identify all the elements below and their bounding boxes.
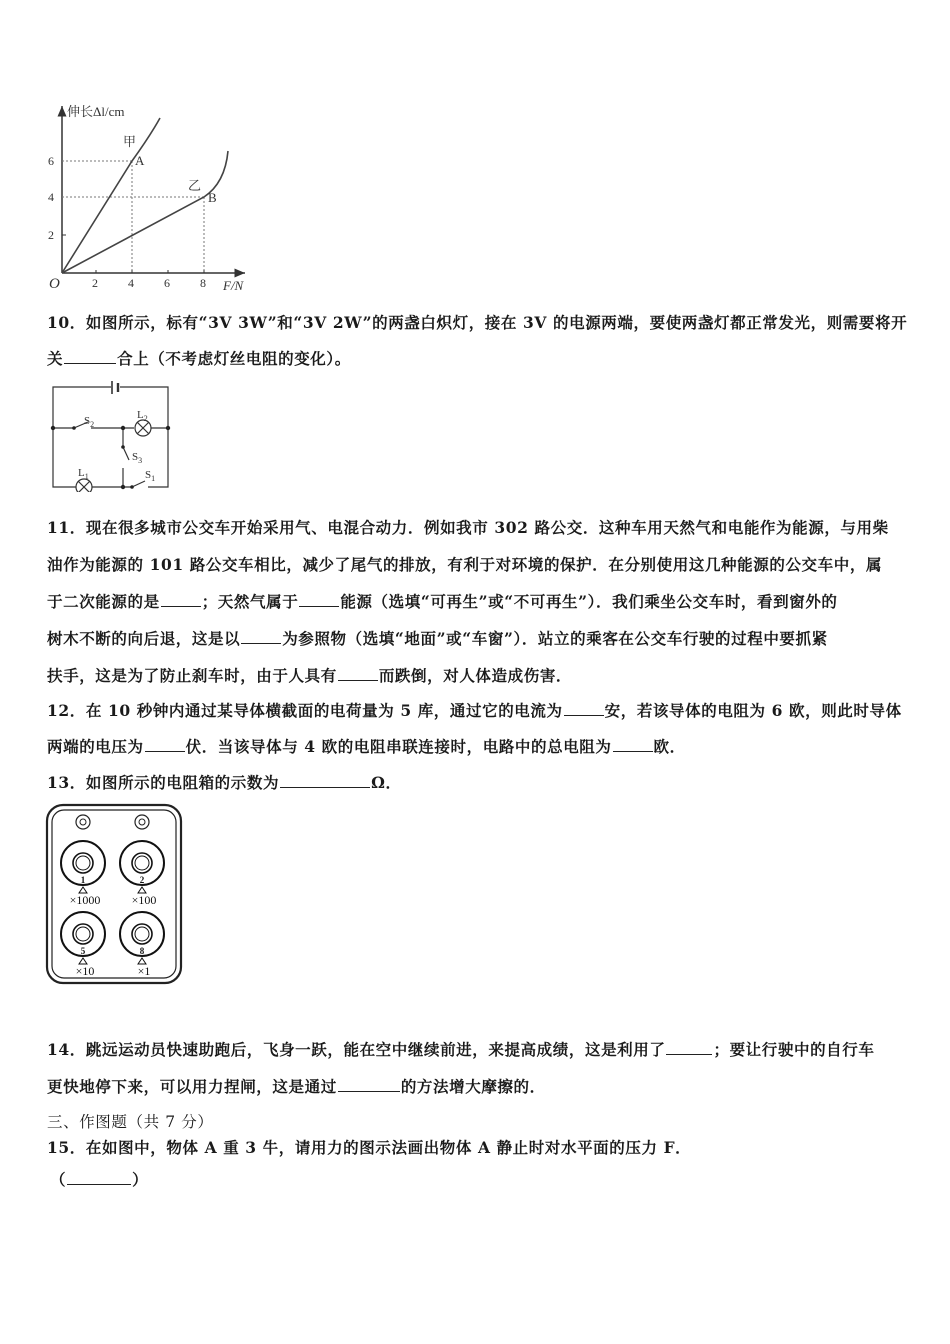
curve-label-jia: 甲 [123,134,137,149]
curve-label-yi: 乙 [188,178,202,193]
x-tick: 4 [128,276,134,290]
answer-blank[interactable] [338,1077,400,1092]
answer-blank[interactable] [145,737,185,752]
answer-blank[interactable] [613,737,653,752]
y-tick: 4 [48,190,54,204]
dial-10-digit: 5 [80,946,86,956]
question-10-line-2: 关 合上（不考虑灯丝电阻的变化）。 [47,349,351,368]
question-11-line-2: 油作为能源的 101 路公交车相比，减少了尾气的排放，有利于对环境的保护．在分别使用这几种能源的公交车中，属 [47,555,883,574]
answer-blank[interactable] [161,592,201,607]
question-13: 13．如图所示的电阻箱的示数为 Ω． [47,773,402,792]
multiplier-100: ×100 [131,893,157,907]
question-15: 15．在如图中，物体 A 重 3 牛，请用力的图示法画出物体 A 静止时对水平面的压力 F． [47,1138,692,1157]
dial-1-digit: 8 [139,946,145,956]
question-11-line-1: 11．现在很多城市公交车开始采用气、电混合动力．例如我市 302 路公交．这种车用天然气和电能作为能源，与用柴 [47,518,889,537]
multiplier-10: ×10 [75,964,95,978]
answer-blank[interactable] [67,1170,131,1185]
question-12-line-1: 12．在 10 秒钟内通过某导体横截面的电荷量为 5 库，通过它的电流为 安，若该导体的电阻为 6 欧，则此时导体 [47,701,902,720]
answer-blank[interactable] [564,701,604,716]
answer-blank[interactable] [299,592,339,607]
answer-blank[interactable] [666,1040,712,1055]
y-tick: 6 [48,154,54,168]
question-10-line-1: 10．如图所示，标有“3V 3W”和“3V 2W”的两盏白炽灯，接在 3V 的电源两端，要使两盏灯都正常发光，则需要将开 [47,313,908,332]
x-tick: 8 [200,276,206,290]
lamp-l2-label: $L_2$ [137,409,148,423]
question-11-line-3: 于二次能源的是 ；天然气属于 能源（选填“可再生”或“不可再生”）．我们乘坐公交车时，看到窗外的 [47,592,838,611]
question-12-line-2: 两端的电压为 伏．当该导体与 4 欧的电阻串联连接时，电路中的总电阻为 欧． [47,737,686,756]
dial-100-digit: 2 [139,875,145,885]
extension-force-graph [45,98,260,293]
question-11-line-4: 树木不断的向后退，这是以 为参照物（选填“地面”或“车窗”）．站立的乘客在公交车行驶的过程中要抓紧 [47,629,828,648]
point-label-b: B [208,190,217,205]
question-11-line-5: 扶手，这是为了防止刹车时，由于人具有 而跌倒，对人体造成伤害． [47,666,573,685]
answer-blank[interactable] [338,666,378,681]
answer-blank[interactable] [64,349,116,364]
origin-label: O [49,276,60,292]
switch-s1-label: $S_1$ [145,469,156,483]
dial-1000-digit: 1 [80,875,86,885]
answer-blank[interactable] [241,629,281,644]
question-14-line-2: 更快地停下来，可以用力捏闸，这是通过 的方法增大摩擦的． [47,1077,546,1096]
point-label-a: A [135,153,145,168]
question-14-line-1: 14．跳远运动员快速助跑后，飞身一跃，能在空中继续前进，来提高成绩，这是利用了 ；要让行驶中的自行车 [47,1040,875,1059]
switch-s2-label: $S_2$ [84,415,95,429]
y-axis-label: 伸长Δl/cm [67,104,125,119]
x-tick: 6 [164,276,170,290]
x-tick: 2 [92,276,98,290]
circuit-diagram [48,380,173,492]
multiplier-1: ×1 [137,964,151,978]
multiplier-1000: ×1000 [69,893,101,907]
lamp-l1-label: $L_1$ [78,467,89,481]
answer-blank[interactable] [280,773,370,788]
y-tick: 2 [48,228,54,242]
switch-s3-label: $S_3$ [132,451,143,465]
question-15-answer: （ ） [50,1170,149,1189]
section-3-heading: 三、作图题（共 7 分） [47,1113,214,1131]
x-axis-label: F/N [223,278,244,293]
resistance-box [45,803,183,985]
